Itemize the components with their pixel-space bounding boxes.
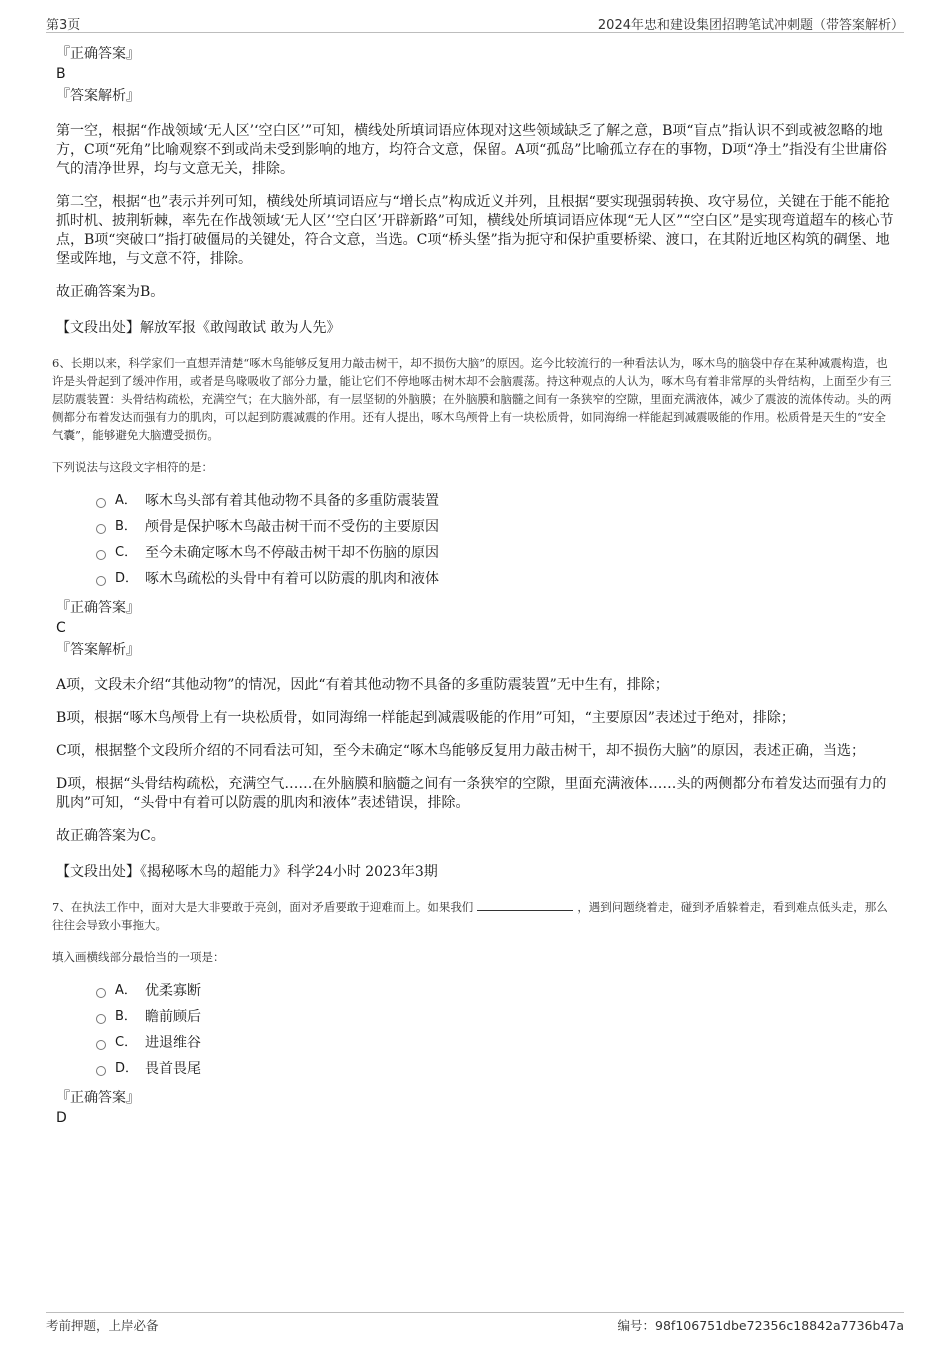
option-a[interactable]: A． 啄木鸟头部有着其他动物不具备的多重防震装置 — [96, 488, 894, 514]
question-text: 7、在执法工作中，面对大是大非要敢于亮剑，面对矛盾要敢于迎难而上。如果我们 ，遇到问题绕着走，碰到矛盾躲着走，看到难点低头走，那么往往会导致小事拖大。 — [52, 900, 888, 932]
question-prompt: 下列说法与这段文字相符的是： — [52, 460, 213, 474]
page-footer — [46, 1312, 904, 1333]
analysis-label: 『答案解析』 — [56, 88, 140, 104]
question-prompt: 填入画横线部分最恰当的一项是： — [52, 950, 225, 964]
answer-value: D — [56, 1110, 67, 1126]
analysis-label: 『答案解析』 — [56, 642, 140, 658]
option-d[interactable]: D． 啄木鸟疏松的头骨中有着可以防震的肌肉和液体 — [96, 566, 894, 592]
fill-blank — [477, 898, 573, 911]
analysis-paragraph: 第二空，根据“也”表示并列可知，横线处所填词语应与“增长点”构成近义并列，且根据“要实现强弱转换、攻守易位，关键在于能不能抢抓时机、披荆斩棘，率先在作战领域‘无人区’‘空白区’开辟新路”可知，横线处所填词语应体现“无人区”“空白区”是实现弯道超车的核心节点，B项“突破口”指打破僵局的关键处，符合文意，当选。C项“桥头堡”指为扼守和保护重要桥梁、渡口，在其附近地区构筑的碉堡、地堡或阵地，与文意不符，排除。 — [56, 194, 894, 267]
document-code: 编号：98f106751dbe72356c18842a7736b47a — [617, 1318, 904, 1333]
option-list — [96, 488, 894, 592]
answer-label: 『正确答案』 — [56, 1090, 140, 1106]
analysis-paragraph: B项，根据“啄木鸟颅骨上有一块松质骨，如同海绵一样能起到减震吸能的作用”可知，“主要原因”表述过于绝对，排除； — [56, 710, 795, 726]
option-d[interactable]: D． 畏首畏尾 — [96, 1056, 894, 1082]
radio-icon[interactable] — [96, 988, 106, 998]
option-b[interactable]: B． 颅骨是保护啄木鸟敲击树干而不受伤的主要原因 — [96, 514, 894, 540]
analysis-paragraph: D项，根据“头骨结构疏松，充满空气……在外脑膜和脑髓之间有一条狭窄的空隙，里面充满液体……头的两侧都分布着发达而强有力的肌肉”可知，“头骨中有着可以防震的肌肉和液体”表述错误，排除。 — [56, 776, 887, 811]
option-list — [96, 978, 894, 1082]
radio-icon[interactable] — [96, 576, 106, 586]
analysis-paragraph: A项，文段未介绍“其他动物”的情况，因此“有着其他动物不具备的多重防震装置”无中生有，排除； — [56, 677, 669, 693]
answer-label: 『正确答案』 — [56, 600, 140, 616]
radio-icon[interactable] — [96, 550, 106, 560]
option-b[interactable]: B． 瞻前顾后 — [96, 1004, 894, 1030]
radio-icon[interactable] — [96, 524, 106, 534]
page-content — [52, 44, 894, 1128]
analysis-paragraph: C项，根据整个文段所介绍的不同看法可知，至今未确定“啄木鸟能够反复用力敲击树干，却不损伤大脑”的原因，表述正确，当选； — [56, 743, 866, 759]
document-title: 2024年忠和建设集团招聘笔试冲刺题（带答案解析） — [597, 18, 904, 33]
source-citation: 【文段出处】解放军报《敢闯敢试 敢为人先》 — [56, 320, 341, 336]
question-text: 6、长期以来，科学家们一直想弄清楚“啄木鸟能够反复用力敲击树干，却不损伤大脑”的原因。迄今比较流行的一种看法认为，啄木鸟的脑袋中存在某种减震构造，也许是头骨起到了缓冲作用，或者是鸟喙吸收了部分力量，能让它们不停地啄击树木却不会脑震荡。持这种观点的人认为，啄木鸟有着非常厚的头骨结构，上面至少有三层防震装置：头骨结构疏松，充满空气；在大脑外部，有一层坚韧的外脑膜；在外脑膜和脑髓之间有一条狭窄的空隙，里面充满液体，减少了震波的流体传动。头的两侧都分布着发达而强有力的肌肉，可以起到防震减震的作用。还有人提出，啄木鸟颅骨上有一块松质骨，如同海绵一样能起到减震吸能的作用。松质骨是天生的“安全气囊”，能够避免大脑遭受损伤。 — [52, 356, 892, 442]
conclusion: 故正确答案为C。 — [56, 828, 165, 844]
page-header — [46, 12, 904, 33]
option-a[interactable]: A． 优柔寡断 — [96, 978, 894, 1004]
answer-value: C — [56, 620, 66, 636]
option-c[interactable]: C． 进退维谷 — [96, 1030, 894, 1056]
radio-icon[interactable] — [96, 1040, 106, 1050]
answer-label: 『正确答案』 — [56, 46, 140, 62]
page-number: 第3页 — [46, 18, 81, 33]
conclusion: 故正确答案为B。 — [56, 284, 165, 300]
option-c[interactable]: C． 至今未确定啄木鸟不停敲击树干却不伤脑的原因 — [96, 540, 894, 566]
footer-slogan: 考前押题，上岸必备 — [46, 1318, 159, 1333]
radio-icon[interactable] — [96, 1014, 106, 1024]
answer-value: B — [56, 66, 66, 82]
source-citation: 【文段出处】《揭秘啄木鸟的超能力》科学24小时 2023年3期 — [56, 864, 438, 880]
radio-icon[interactable] — [96, 498, 106, 508]
analysis-paragraph: 第一空，根据“作战领域‘无人区’‘空白区’”可知，横线处所填词语应体现对这些领域缺乏了解之意，B项“盲点”指认识不到或被忽略的地方，C项“死角”比喻观察不到或尚未受到影响的地方，均符合文意，保留。A项“孤岛”比喻孤立存在的事物，D项“净土”指没有尘世庸俗气的清净世界，均与文意无关，排除。 — [56, 123, 887, 177]
radio-icon[interactable] — [96, 1066, 106, 1076]
